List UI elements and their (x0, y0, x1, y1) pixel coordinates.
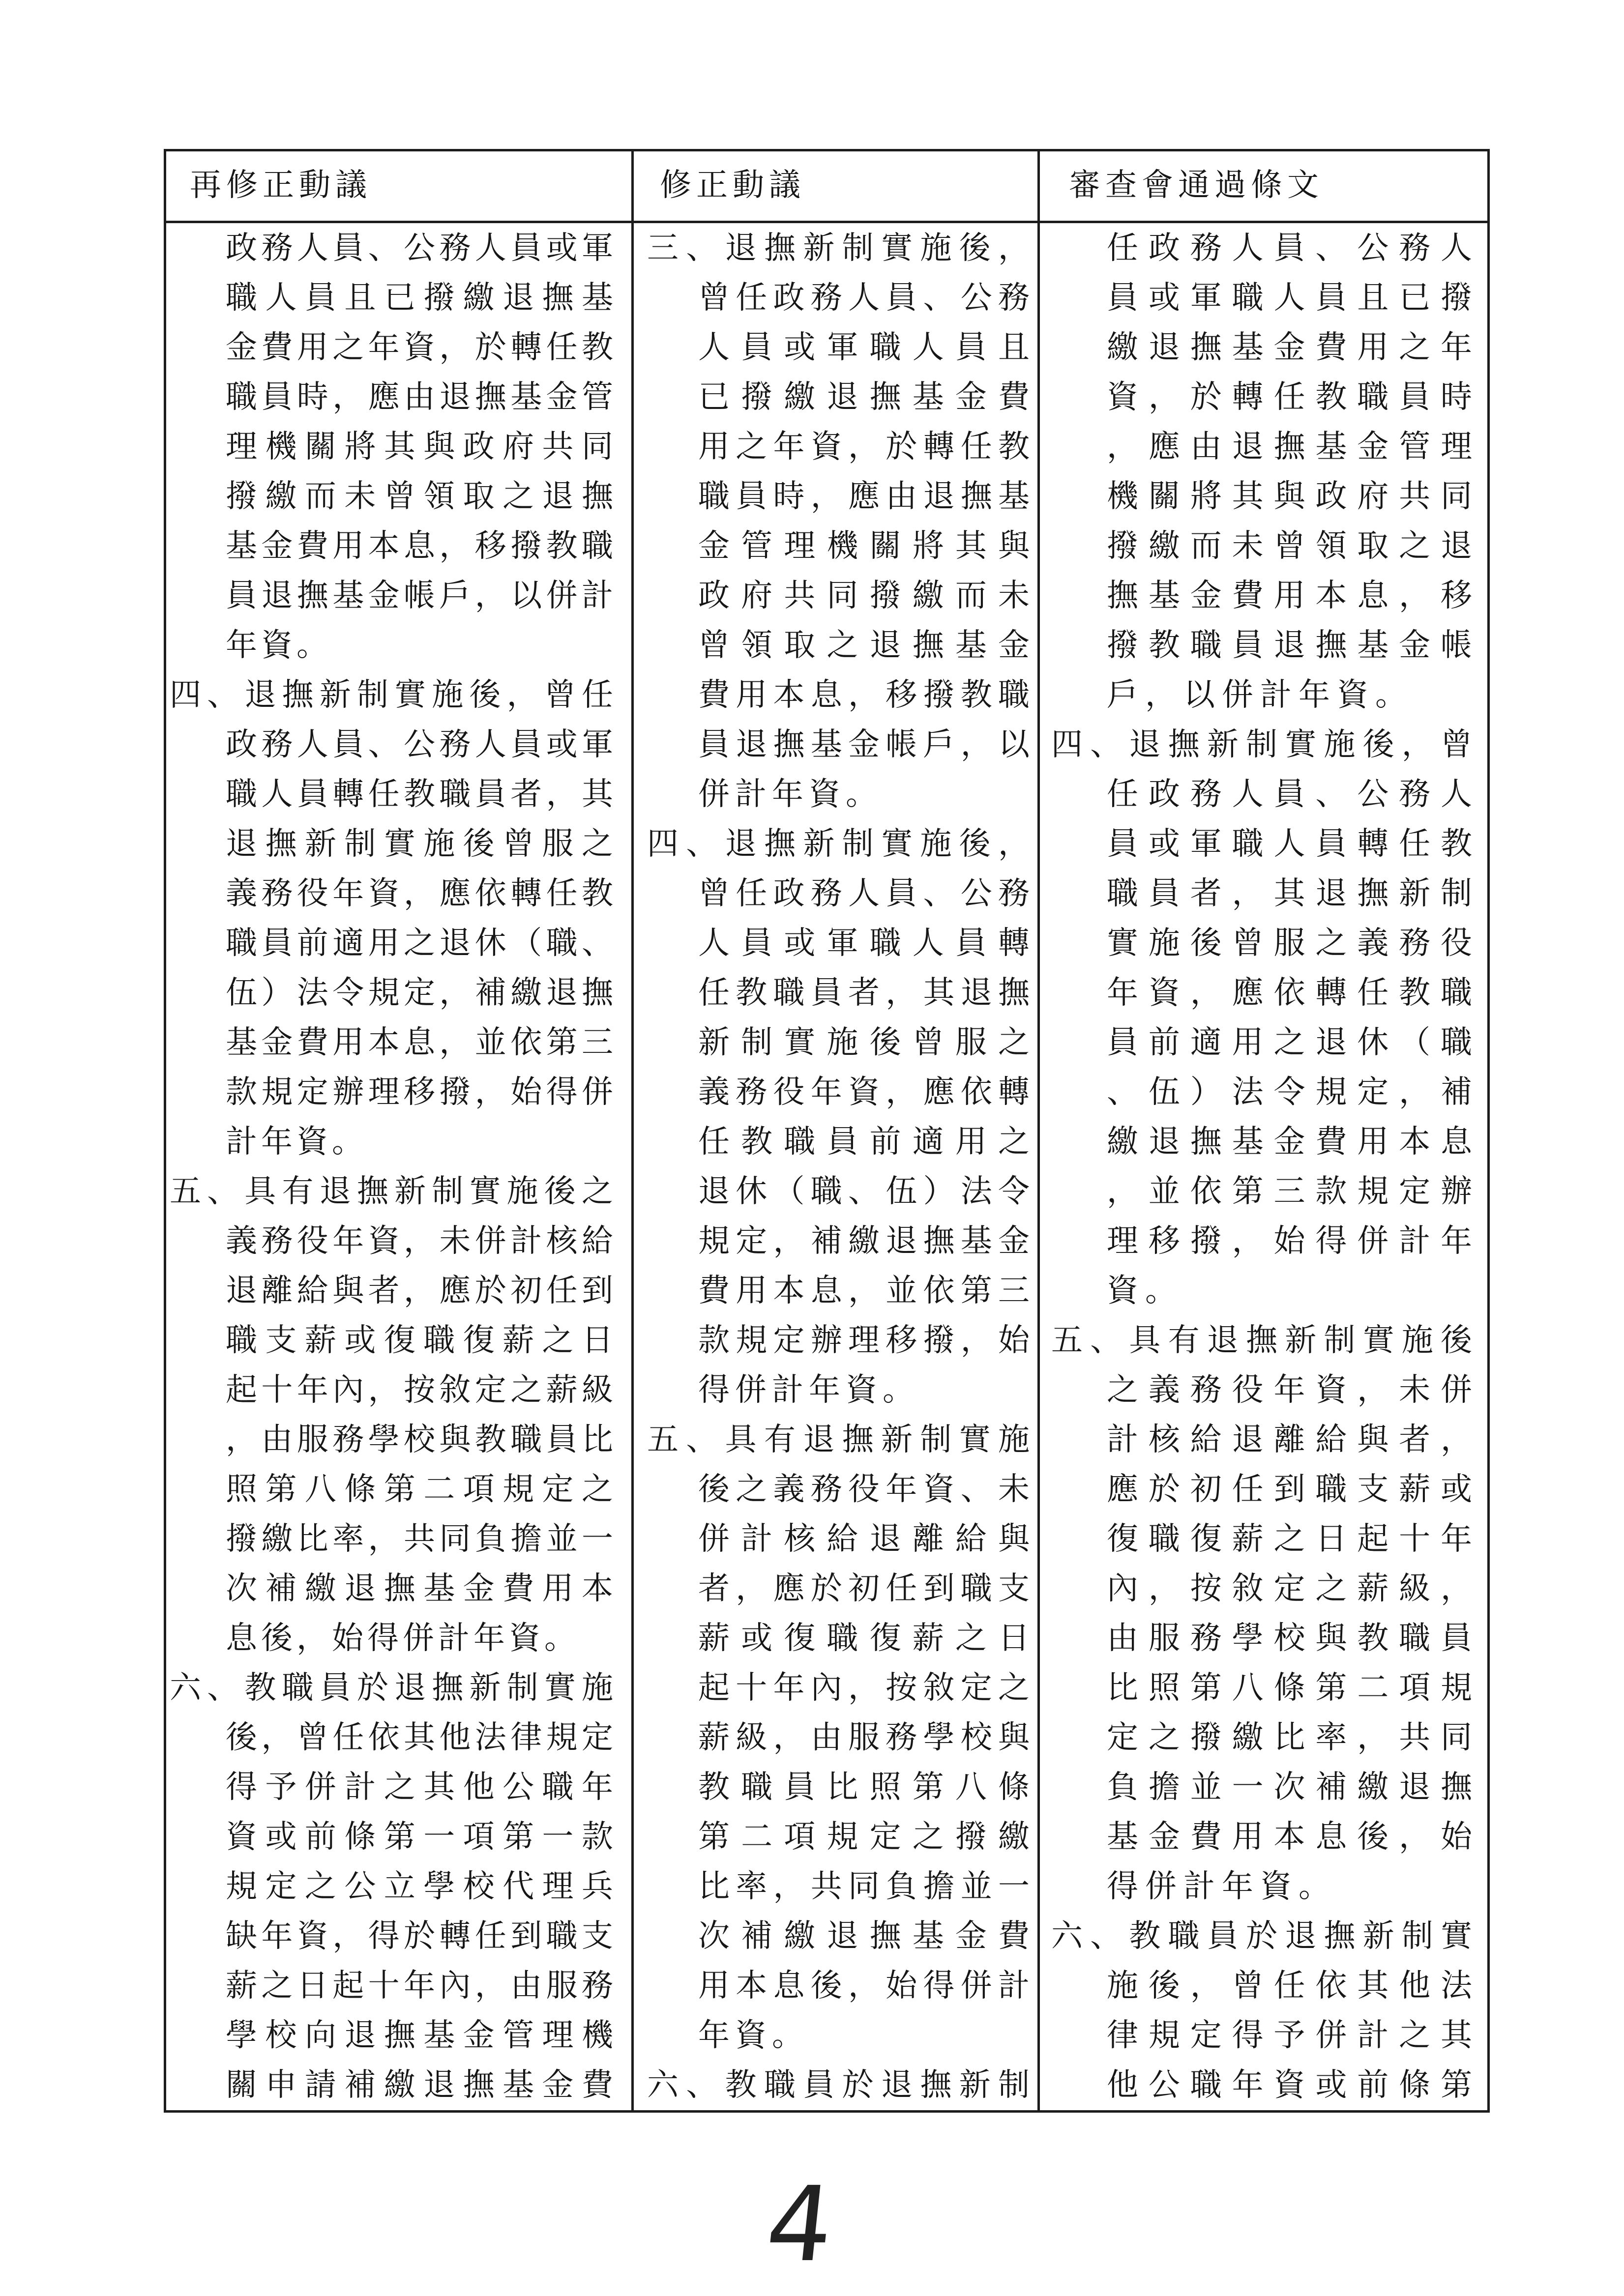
motion-line: 人員或軍職人員轉 (698, 925, 1030, 961)
committee-text-line: 施後，曾任依其他法 (1107, 1968, 1472, 2004)
motion-line: 用本息後，始得併計 (698, 1968, 1030, 2004)
motion-line: 得併計年資。 (698, 1372, 919, 1408)
committee-text-line: 職員者，其退撫新制 (1107, 875, 1472, 912)
committee-text-line: 實施後曾服之義務役 (1107, 925, 1472, 961)
revised-motion-line: 基金費用本息，並依第三 (226, 1024, 613, 1061)
revised-motion-item-start: 六、教職員於退撫新制實施 (170, 1670, 613, 1706)
motion-line: 年資。 (698, 2017, 809, 2054)
committee-text-line: 員或軍職人員且已撥 (1107, 280, 1472, 316)
motion-line: 費用本息，移撥教職 (698, 677, 1030, 713)
motion-line: 教職員比照第八條 (698, 1769, 1030, 1805)
revised-motion-line: 息後，始得併計年資。 (226, 1620, 580, 1657)
revised-motion-line: 職員前適用之退休（職、 (226, 925, 613, 961)
committee-text-line: ，並依第三款規定辦 (1107, 1173, 1472, 1210)
revised-motion-line: 年資。 (226, 627, 332, 664)
committee-text-line: 員或軍職人員轉任教 (1107, 826, 1472, 862)
motion-item-start: 五、具有退撫新制實施 (647, 1422, 1030, 1458)
motion-line: 新制實施後曾服之 (698, 1024, 1030, 1061)
revised-motion-line: 理機關將其與政府共同 (226, 429, 613, 465)
revised-motion-line: 政務人員、公務人員或軍 (226, 230, 613, 266)
revised-motion-line: 規定之公立學校代理兵 (226, 1868, 613, 1905)
committee-text-line: 內，按敘定之薪級， (1107, 1570, 1472, 1607)
revised-motion-line: 退撫新制實施後曾服之 (226, 826, 613, 862)
committee-text-line: 資，於轉任教職員時 (1107, 379, 1472, 415)
committee-text-line: 比照第八條第二項規 (1107, 1670, 1472, 1706)
revised-motion-item-start: 五、具有退撫新制實施後之 (170, 1173, 613, 1210)
header-motion: 修正動議 (660, 167, 805, 203)
motion-line: 款規定辦理移撥，始 (698, 1322, 1030, 1359)
committee-text-line: 應於初任到職支薪或 (1107, 1471, 1472, 1508)
committee-text-line: 撫基金費用本息，移 (1107, 578, 1472, 614)
motion-item-start: 三、退撫新制實施後， (647, 230, 1030, 266)
revised-motion-line: 得予併計之其他公職年 (226, 1769, 613, 1805)
motion-line: 曾任政務人員、公務 (698, 875, 1030, 912)
motion-line: 曾任政務人員、公務 (698, 280, 1030, 316)
committee-text-line: 基金費用本息後，始 (1107, 1819, 1472, 1855)
motion-line: 併計年資。 (698, 776, 883, 813)
motion-line: 任教職員者，其退撫 (698, 975, 1030, 1011)
motion-line: 曾領取之退撫基金 (698, 627, 1030, 664)
committee-text-line: 資。 (1107, 1273, 1183, 1309)
column-committee-text (1038, 224, 1490, 2110)
committee-text-line: 任政務人員、公務人 (1107, 776, 1472, 813)
motion-item-start: 四、退撫新制實施後， (647, 826, 1030, 862)
revised-motion-line: 職人員轉任教職員者，其 (226, 776, 613, 813)
revised-motion-line: 計年資。 (226, 1124, 367, 1160)
revised-motion-line: 員退撫基金帳戶，以併計 (226, 578, 613, 614)
motion-line: 薪級，由服務學校與 (698, 1719, 1030, 1756)
motion-line: 已撥繳退撫基金費 (698, 379, 1030, 415)
committee-text-line: 得併計年資。 (1107, 1868, 1337, 1905)
committee-text-line: 定之撥繳比率，共同 (1107, 1719, 1472, 1756)
revised-motion-line: 職人員且已撥繳退撫基 (226, 280, 613, 316)
committee-text-line: 繳退撫基金費用本息 (1107, 1124, 1472, 1160)
motion-line: 員退撫基金帳戶，以 (698, 727, 1030, 763)
committee-text-line: 繳退撫基金費用之年 (1107, 329, 1472, 366)
revised-motion-item-start: 四、退撫新制實施後，曾任 (170, 677, 613, 713)
motion-item-start: 六、教職員於退撫新制 (647, 2067, 1030, 2103)
motion-line: 職員時，應由退撫基 (698, 478, 1030, 515)
revised-motion-line: 資或前條第一項第一款 (226, 1819, 613, 1855)
revised-motion-line: 次補繳退撫基金費用本 (226, 1570, 613, 1607)
revised-motion-line: 薪之日起十年內，由服務 (226, 1968, 613, 2004)
revised-motion-line: 金費用之年資，於轉任教 (226, 329, 613, 366)
motion-line: 薪或復職復薪之日 (698, 1620, 1030, 1657)
motion-line: 用之年資，於轉任教 (698, 429, 1030, 465)
motion-line: 者，應於初任到職支 (698, 1570, 1030, 1607)
motion-line: 後之義務役年資、未 (698, 1471, 1030, 1508)
revised-motion-line: 職員時，應由退撫基金管 (226, 379, 613, 415)
motion-line: 政府共同撥繳而未 (698, 578, 1030, 614)
committee-text-line: 任政務人員、公務人 (1107, 230, 1472, 266)
revised-motion-line: 照第八條第二項規定之 (226, 1471, 613, 1508)
motion-line: 起十年內，按敘定之 (698, 1670, 1030, 1706)
motion-line: 任教職員前適用之 (698, 1124, 1030, 1160)
committee-text-item-start: 五、具有退撫新制實施後 (1051, 1322, 1472, 1359)
committee-text-line: 復職復薪之日起十年 (1107, 1521, 1472, 1557)
column-revised-motion (164, 224, 632, 2110)
revised-motion-line: 義務役年資，未併計核給 (226, 1223, 613, 1259)
committee-text-line: 、伍）法令規定，補 (1107, 1074, 1472, 1110)
revised-motion-line: 職支薪或復職復薪之日 (226, 1322, 613, 1359)
committee-text-line: ，應由退撫基金管理 (1107, 429, 1472, 465)
committee-text-line: 之義務役年資，未併 (1107, 1372, 1472, 1408)
revised-motion-line: 款規定辦理移撥，始得併 (226, 1074, 613, 1110)
revised-motion-line: 後，曾任依其他法律規定 (226, 1719, 613, 1756)
column-motion (632, 224, 1038, 2110)
motion-line: 併計核給退離給與 (698, 1521, 1030, 1557)
revised-motion-line: 關申請補繳退撫基金費 (226, 2067, 613, 2103)
committee-text-line: 年資，應依轉任教職 (1107, 975, 1472, 1011)
revised-motion-line: 撥繳比率，共同負擔並一 (226, 1521, 613, 1557)
motion-line: 費用本息，並依第三 (698, 1273, 1030, 1309)
committee-text-line: 戶，以併計年資。 (1107, 677, 1414, 713)
committee-text-line: 由服務學校與教職員 (1107, 1620, 1472, 1657)
page-number: 4 (761, 2164, 839, 2285)
motion-line: 比率，共同負擔並一 (698, 1868, 1030, 1905)
header-committee-text: 審查會通過條文 (1069, 167, 1324, 203)
motion-line: 退休（職、伍）法令 (698, 1173, 1030, 1210)
committee-text-line: 員前適用之退休（職 (1107, 1024, 1472, 1061)
committee-text-item-start: 六、教職員於退撫新制實 (1051, 1918, 1472, 1954)
motion-line: 人員或軍職人員且 (698, 329, 1030, 366)
revised-motion-line: 起十年內，按敘定之薪級 (226, 1372, 613, 1408)
committee-text-line: 計核給退離給與者， (1107, 1422, 1472, 1458)
committee-text-line: 理移撥，始得併計年 (1107, 1223, 1472, 1259)
committee-text-line: 撥教職員退撫基金帳 (1107, 627, 1472, 664)
revised-motion-line: 學校向退撫基金管理機 (226, 2017, 613, 2054)
revised-motion-line: ，由服務學校與教職員比 (226, 1422, 613, 1458)
committee-text-line: 負擔並一次補繳退撫 (1107, 1769, 1472, 1805)
committee-text-line: 機關將其與政府共同 (1107, 478, 1472, 515)
motion-line: 次補繳退撫基金費 (698, 1918, 1030, 1954)
revised-motion-line: 撥繳而未曾領取之退撫 (226, 478, 613, 515)
motion-line: 義務役年資，應依轉 (698, 1074, 1030, 1110)
revised-motion-line: 退離給與者，應於初任到 (226, 1273, 613, 1309)
motion-line: 金管理機關將其與 (698, 528, 1030, 564)
committee-text-line: 律規定得予併計之其 (1107, 2017, 1472, 2054)
revised-motion-line: 義務役年資，應依轉任教 (226, 875, 613, 912)
committee-text-line: 他公職年資或前條第 (1107, 2067, 1472, 2103)
committee-text-line: 撥繳而未曾領取之退 (1107, 528, 1472, 564)
revised-motion-line: 缺年資，得於轉任到職支 (226, 1918, 613, 1954)
header-revised-motion: 再修正動議 (190, 167, 372, 203)
revised-motion-line: 伍）法令規定，補繳退撫 (226, 975, 613, 1011)
revised-motion-line: 政務人員、公務人員或軍 (226, 727, 613, 763)
motion-line: 第二項規定之撥繳 (698, 1819, 1030, 1855)
motion-line: 規定，補繳退撫基金 (698, 1223, 1030, 1259)
revised-motion-line: 基金費用本息，移撥教職 (226, 528, 613, 564)
committee-text-item-start: 四、退撫新制實施後，曾 (1051, 727, 1472, 763)
